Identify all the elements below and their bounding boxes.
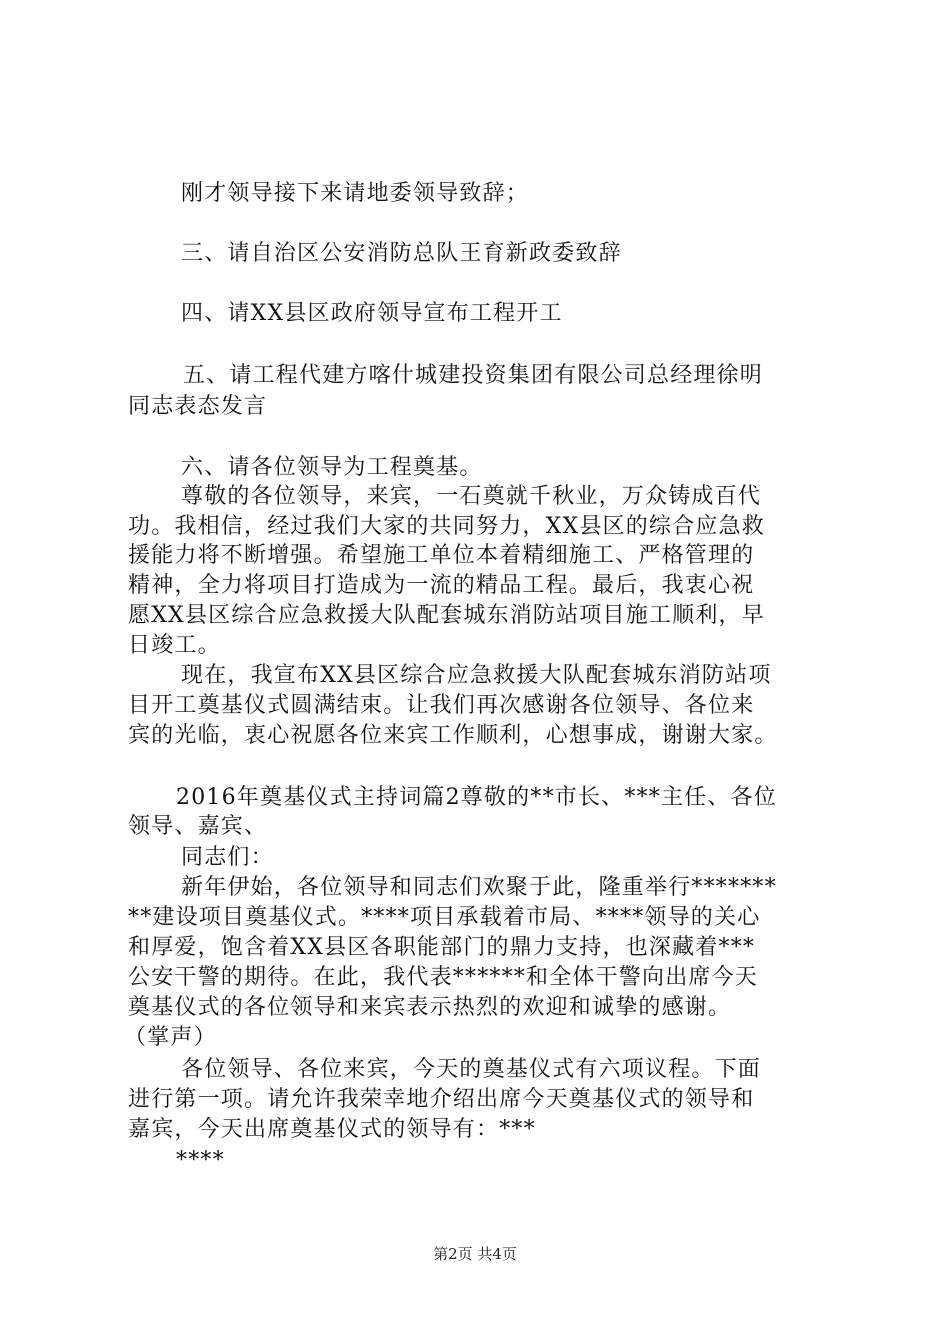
text-line: 日竣工。: [128, 633, 221, 658]
text-line: 嘉宾，今天出席奠基仪式的领导有：***: [128, 1117, 536, 1142]
text-line: 和厚爱，饱含着XX县区各职能部门的鼎力支持，也深藏着***: [128, 935, 756, 960]
text-line: 目开工奠基仪式圆满结束。让我们再次感谢各位领导、各位来: [128, 693, 755, 718]
text-line: 公安干警的期待。在此，我代表******和全体干警向出席今天: [128, 965, 759, 990]
text-line: 四、请XX县区政府领导宣布工程开工: [181, 301, 563, 326]
text-line: 奠基仪式的各位领导和来宾表示热烈的欢迎和诚挚的感谢。: [128, 995, 732, 1020]
text-line: 宾的光临，衷心祝愿各位来宾工作顺利，心想事成，谢谢大家。: [128, 723, 778, 748]
text-line: 六、请各位领导为工程奠基。: [181, 455, 483, 480]
text-line: 三、请自治区公安消防总队王育新政委致辞: [181, 241, 622, 266]
text-line: 同志表态发言: [128, 394, 268, 419]
text-line: 各位领导、各位来宾，今天的奠基仪式有六项议程。下面: [181, 1057, 762, 1082]
text-line: 进行第一项。请允许我荣幸地介绍出席今天奠基仪式的领导和: [128, 1087, 755, 1112]
text-line: 同志们：: [181, 845, 274, 870]
text-line: 新年伊始，各位领导和同志们欢聚于此，隆重举行*******: [181, 875, 777, 900]
text-line: 2016年奠基仪式主持词篇2尊敬的**市长、***主任、各位: [176, 785, 777, 810]
text-line: 领导、嘉宾、: [128, 814, 268, 839]
text-line: 刚才领导接下来请地委领导致辞；: [181, 181, 530, 206]
text-line: 功。我相信，经过我们大家的共同努力，XX县区的综合应急救: [128, 514, 765, 539]
text-line: （掌声）: [124, 1025, 217, 1050]
text-line: 尊敬的各位领导，来宾，一石奠就千秋业，万众铸成百代: [181, 484, 762, 509]
text-line: 愿XX县区综合应急救援大队配套城东消防站项目施工顺利，早: [128, 603, 765, 628]
text-line: ****: [176, 1148, 225, 1173]
page-number-footer: 第2页 共4页: [433, 1245, 517, 1263]
text-line: 五、请工程代建方喀什城建投资集团有限公司总经理徐明: [183, 363, 764, 388]
text-line: 援能力将不断增强。希望施工单位本着精细施工、严格管理的: [128, 543, 755, 568]
text-line: 精神，全力将项目打造成为一流的精品工程。最后，我衷心祝: [128, 573, 755, 598]
text-line: 现在，我宣布XX县区综合应急救援大队配套城东消防站项: [181, 663, 772, 688]
text-line: **建设项目奠基仪式。****项目承载着市局、****领导的关心: [128, 905, 761, 930]
